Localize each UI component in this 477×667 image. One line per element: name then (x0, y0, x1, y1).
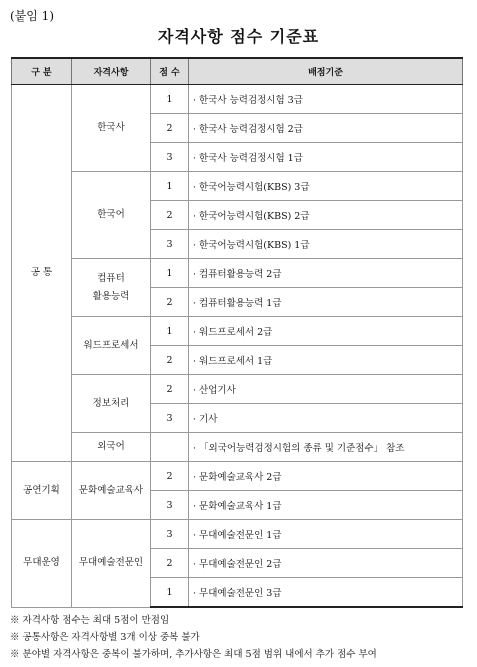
score-cell: 3 (151, 404, 189, 433)
qualification-cell: 한국사 (72, 85, 151, 172)
score-cell: 1 (151, 85, 189, 114)
criteria-cell: · 무대예술전문인 2급 (189, 549, 463, 578)
criteria-cell: · 한국사 능력검정시험 2급 (189, 114, 463, 143)
table-row (12, 259, 463, 288)
criteria-cell: · 무대예술전문인 1급 (189, 520, 463, 549)
notes (10, 612, 377, 663)
score-cell: 2 (151, 375, 189, 404)
criteria-cell: · 한국어능력시험(KBS) 3급 (189, 172, 463, 201)
score-cell: 1 (151, 259, 189, 288)
table-row (12, 85, 463, 114)
qualification-score-table (11, 57, 463, 608)
score-cell: 2 (151, 346, 189, 375)
table-row (12, 433, 463, 462)
criteria-cell: · 문화예술교육사 1급 (189, 491, 463, 520)
header-category: 구 분 (12, 58, 72, 85)
note-item: ※ 자격사항 점수는 최대 5점이 만점임 (10, 615, 170, 626)
criteria-cell: · 컴퓨터활용능력 1급 (189, 288, 463, 317)
note-item: ※ 분야별 자격사항은 중복이 불가하며, 추가사항은 최대 5점 범위 내에서 추가 점수 부여 (10, 649, 377, 660)
qualification-cell: 무대예술전문인 (72, 520, 151, 608)
page-title: 자격사항 점수 기준표 (157, 27, 320, 46)
criteria-cell: · 산업기사 (189, 375, 463, 404)
table-row (12, 375, 463, 404)
criteria-cell: · 무대예술전문인 3급 (189, 578, 463, 608)
criteria-cell: · 한국어능력시험(KBS) 2급 (189, 201, 463, 230)
score-cell: 2 (151, 201, 189, 230)
attachment-label: (붙임 1) (10, 9, 54, 23)
score-cell: 1 (151, 578, 189, 608)
table-header-row (12, 58, 463, 85)
header-criteria: 배점기준 (189, 58, 463, 85)
table-row (12, 317, 463, 346)
table-row (12, 172, 463, 201)
score-cell: 2 (151, 462, 189, 491)
table-body (12, 85, 463, 608)
criteria-cell: · 한국사 능력검정시험 1급 (189, 143, 463, 172)
qualification-cell: 정보처리 (72, 375, 151, 433)
score-cell (151, 433, 189, 462)
score-cell: 1 (151, 317, 189, 346)
qualification-cell: 한국어 (72, 172, 151, 259)
score-cell: 2 (151, 288, 189, 317)
header-qualification: 자격사항 (72, 58, 151, 85)
category-cell: 공 통 (12, 85, 72, 462)
criteria-cell: · 한국사 능력검정시험 3급 (189, 85, 463, 114)
table-row (12, 520, 463, 549)
criteria-cell: · 「외국어능력검정시험의 종류 및 기준점수」 참조 (189, 433, 463, 462)
score-cell: 3 (151, 230, 189, 259)
criteria-cell: · 워드프로세서 1급 (189, 346, 463, 375)
score-cell: 3 (151, 491, 189, 520)
qualification-cell: 워드프로세서 (72, 317, 151, 375)
qualification-cell: 외국어 (72, 433, 151, 462)
category-cell: 공연기획 (12, 462, 72, 520)
criteria-cell: · 한국어능력시험(KBS) 1급 (189, 230, 463, 259)
criteria-cell: · 컴퓨터활용능력 2급 (189, 259, 463, 288)
note-item: ※ 공통사항은 자격사항별 3개 이상 중복 불가 (10, 632, 200, 643)
score-cell: 2 (151, 549, 189, 578)
criteria-cell: · 기사 (189, 404, 463, 433)
criteria-cell: · 워드프로세서 2급 (189, 317, 463, 346)
criteria-cell: · 문화예술교육사 2급 (189, 462, 463, 491)
table-row (12, 462, 463, 491)
category-cell: 무대운영 (12, 520, 72, 608)
score-cell: 1 (151, 172, 189, 201)
score-cell: 3 (151, 520, 189, 549)
header-score: 점 수 (151, 58, 189, 85)
score-cell: 3 (151, 143, 189, 172)
qualification-cell: 컴퓨터 활용능력 (72, 259, 151, 317)
qualification-cell: 문화예술교육사 (72, 462, 151, 520)
score-cell: 2 (151, 114, 189, 143)
